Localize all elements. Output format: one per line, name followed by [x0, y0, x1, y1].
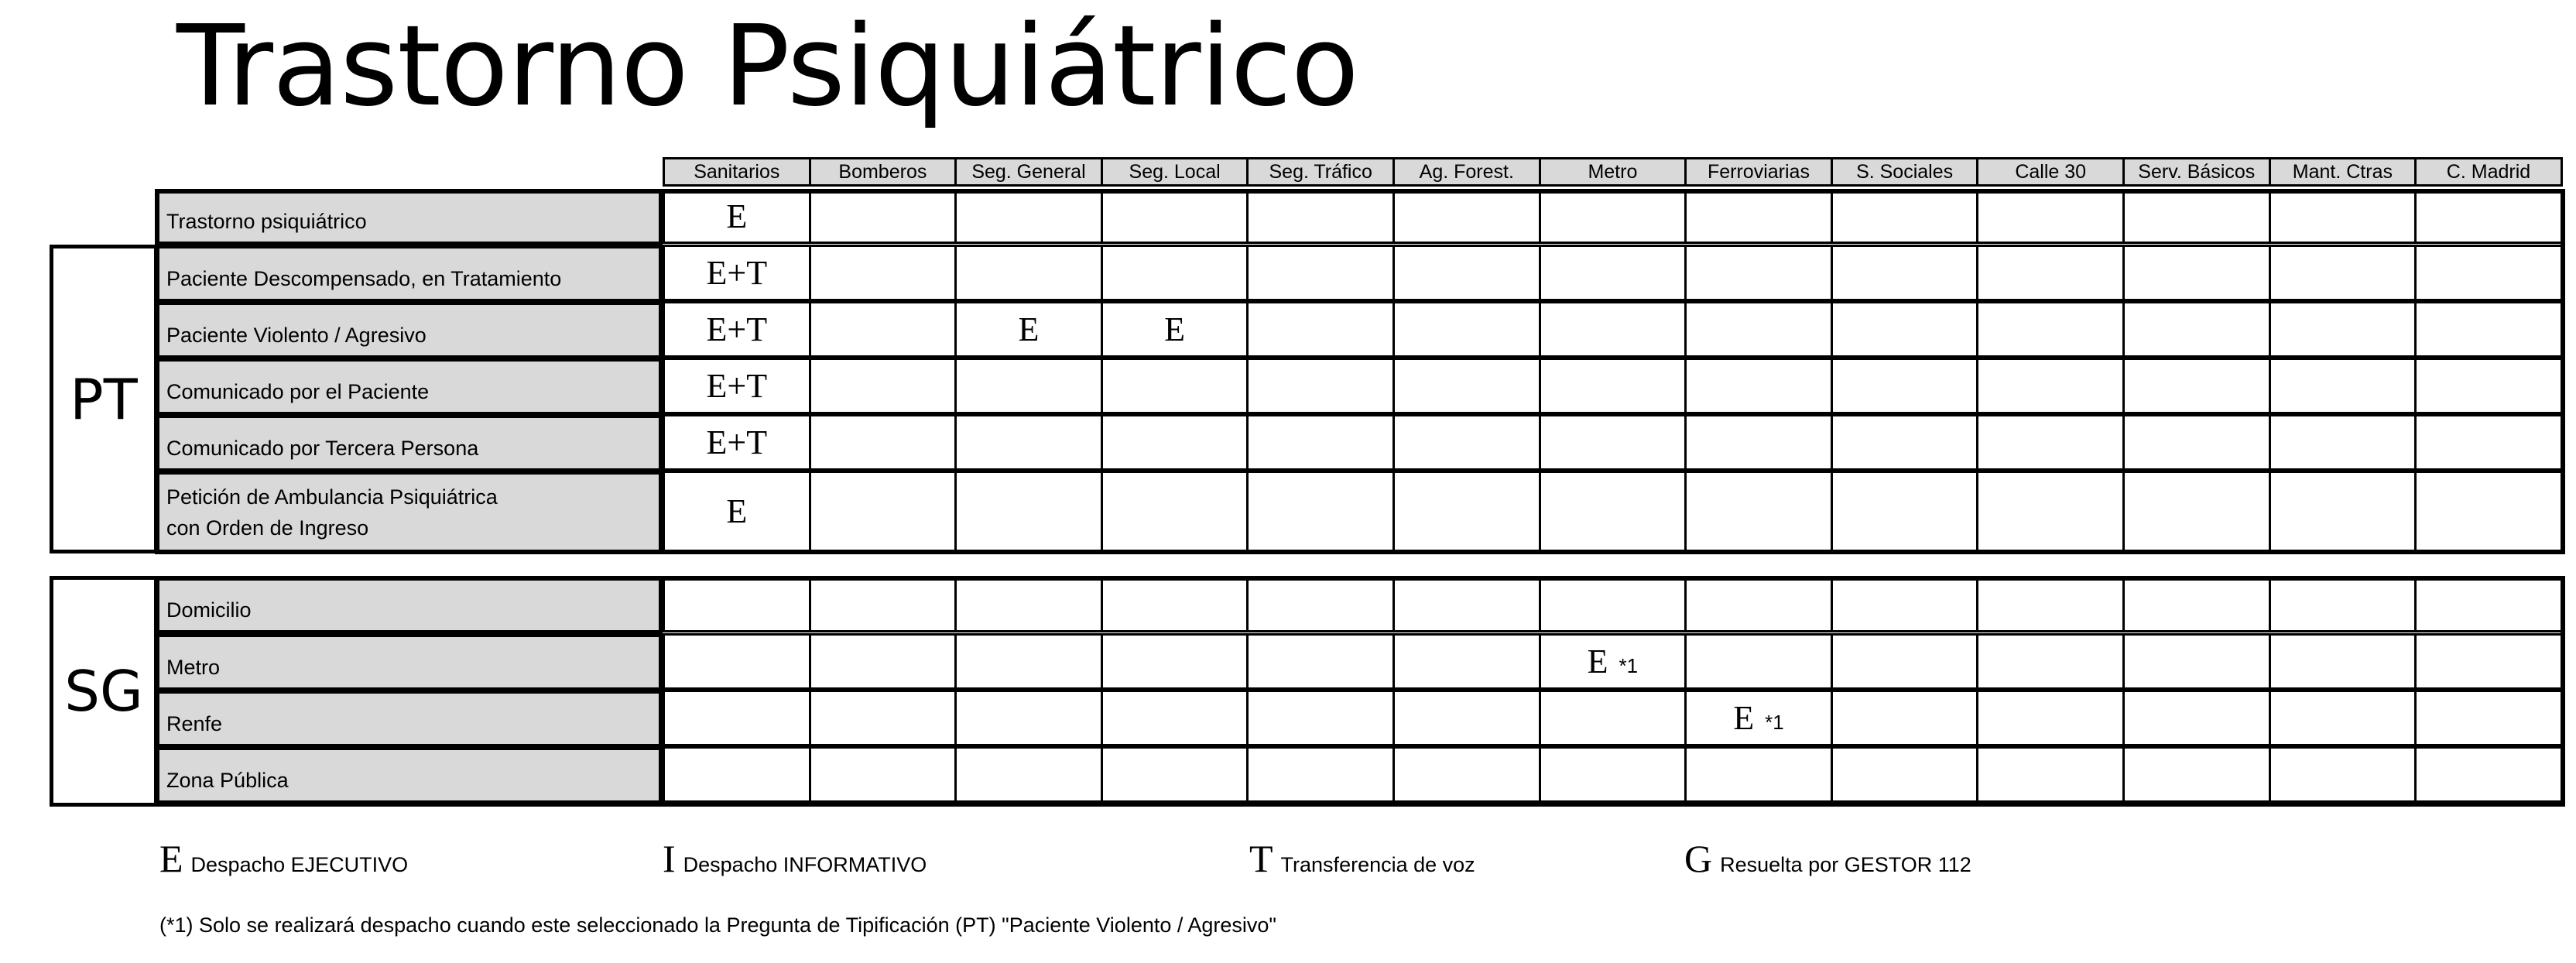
column-header: Seg. Local — [1101, 157, 1249, 187]
matrix-cell — [663, 633, 811, 690]
matrix-cell — [2414, 414, 2563, 471]
matrix-cell — [954, 189, 1103, 244]
matrix-cell — [1246, 746, 1395, 803]
matrix-cell — [663, 690, 811, 746]
matrix-cell — [2414, 471, 2563, 552]
row-label-text: Trastorno psiquiátrico — [166, 210, 367, 233]
matrix-cell — [1246, 633, 1395, 690]
matrix-cell — [1976, 633, 2125, 690]
matrix-cell — [1392, 633, 1541, 690]
matrix-cell — [1831, 358, 1979, 414]
matrix-cell — [1976, 301, 2125, 358]
matrix-cell — [1539, 301, 1687, 358]
matrix-cell — [1101, 746, 1249, 803]
matrix-cell — [1684, 358, 1833, 414]
dispatch-code: E — [1587, 643, 1608, 680]
matrix-cell — [1539, 189, 1687, 244]
matrix-cell — [2122, 189, 2271, 244]
matrix-cell — [1101, 690, 1249, 746]
matrix-cell — [663, 301, 811, 358]
column-header: Seg. General — [954, 157, 1103, 187]
matrix-cell — [2414, 189, 2563, 244]
legend-text: Despacho INFORMATIVO — [683, 853, 927, 876]
matrix-cell — [1246, 358, 1395, 414]
matrix-cell — [2269, 414, 2417, 471]
row-label-text: Metro — [166, 656, 221, 679]
row-label-text: Paciente Violento / Agresivo — [166, 324, 426, 347]
matrix-cell — [1539, 471, 1687, 552]
matrix-cell — [1976, 245, 2125, 301]
matrix-cell — [809, 414, 957, 471]
legend-item — [1684, 836, 1971, 881]
matrix-cell — [1392, 414, 1541, 471]
matrix-cell — [809, 576, 957, 632]
matrix-cell — [809, 633, 957, 690]
matrix-cell — [2414, 690, 2563, 746]
footnote-marker: *1 — [1765, 711, 1784, 734]
matrix-cell — [954, 358, 1103, 414]
matrix-cell — [1246, 690, 1395, 746]
matrix-cell — [1246, 189, 1395, 244]
matrix-cell — [2414, 245, 2563, 301]
matrix-cell — [809, 245, 957, 301]
column-header: Mant. Ctras — [2269, 157, 2417, 187]
column-header: Bomberos — [809, 157, 957, 187]
row-label-text: Renfe — [166, 712, 223, 735]
matrix-cell — [1392, 301, 1541, 358]
column-header: Calle 30 — [1976, 157, 2125, 187]
matrix-cell — [2269, 633, 2417, 690]
matrix-cell — [1976, 576, 2125, 632]
matrix-cell — [1976, 690, 2125, 746]
row-label-text: Comunicado por el Paciente — [166, 380, 430, 403]
group-label-sg: SG — [50, 576, 158, 807]
row-label — [155, 690, 663, 748]
legend-symbol: T — [1249, 837, 1273, 880]
row-label-line: con Orden de Ingreso — [166, 516, 369, 540]
matrix-cell — [1684, 690, 1833, 746]
matrix-cell — [954, 576, 1103, 632]
matrix-cell — [1392, 189, 1541, 244]
matrix-cell — [954, 471, 1103, 552]
matrix-cell — [1976, 189, 2125, 244]
matrix-cell — [1831, 746, 1979, 803]
matrix-cell — [2122, 690, 2271, 746]
row-label — [155, 301, 663, 359]
column-header: Serv. Básicos — [2122, 157, 2271, 187]
matrix-cell — [1539, 746, 1687, 803]
matrix-cell — [954, 746, 1103, 803]
matrix-cell — [2269, 358, 2417, 414]
dispatch-code: E — [726, 197, 748, 235]
matrix-cell — [2122, 471, 2271, 552]
row-label — [155, 633, 663, 691]
column-header: Sanitarios — [663, 157, 811, 187]
matrix-cell — [1976, 746, 2125, 803]
matrix-cell — [1831, 245, 1979, 301]
matrix-cell — [1831, 471, 1979, 552]
matrix-cell — [954, 633, 1103, 690]
matrix-cell — [809, 690, 957, 746]
matrix-cell — [1831, 633, 1979, 690]
matrix-cell — [1392, 471, 1541, 552]
matrix-cell — [2269, 245, 2417, 301]
matrix-cell — [1539, 690, 1687, 746]
matrix-cell — [2414, 301, 2563, 358]
legend-symbol: G — [1684, 837, 1713, 880]
matrix-cell — [663, 245, 811, 301]
matrix-cell — [1246, 301, 1395, 358]
matrix-cell — [1392, 358, 1541, 414]
column-header: C. Madrid — [2414, 157, 2563, 187]
legend-item — [663, 836, 927, 881]
matrix-cell — [1101, 245, 1249, 301]
matrix-cell — [663, 746, 811, 803]
dispatch-code: E — [726, 492, 748, 530]
row-label-text: Domicilio — [166, 598, 252, 622]
column-header: Ferroviarias — [1684, 157, 1833, 187]
matrix-cell — [1976, 471, 2125, 552]
matrix-cell — [1392, 245, 1541, 301]
matrix-cell — [1101, 471, 1249, 552]
legend-text: Transferencia de voz — [1280, 853, 1475, 876]
matrix-cell — [1539, 358, 1687, 414]
column-header: S. Sociales — [1831, 157, 1979, 187]
matrix-cell — [809, 301, 957, 358]
dispatch-code: E+T — [706, 310, 768, 348]
matrix-cell — [2269, 471, 2417, 552]
matrix-cell — [954, 690, 1103, 746]
matrix-cell — [2269, 189, 2417, 244]
row-label — [155, 414, 663, 472]
matrix-cell — [1831, 189, 1979, 244]
dispatch-code: E — [1018, 310, 1040, 348]
matrix-cell — [1684, 471, 1833, 552]
dispatch-code: E — [1733, 699, 1755, 737]
matrix-cell — [1831, 690, 1979, 746]
matrix-cell — [809, 189, 957, 244]
row-label — [155, 358, 663, 416]
matrix-cell — [1101, 358, 1249, 414]
row-label-text: Paciente Descompensado, en Tratamiento — [166, 267, 562, 290]
page-title: Trastorno Psiquiátrico — [176, 1, 1358, 131]
matrix-cell — [2414, 746, 2563, 803]
matrix-cell — [1246, 414, 1395, 471]
matrix-cell — [663, 471, 811, 552]
matrix-cell — [2269, 746, 2417, 803]
dispatch-code: E+T — [706, 254, 768, 292]
dispatch-code: E — [1164, 310, 1186, 348]
row-label — [155, 245, 663, 303]
matrix-cell — [1684, 245, 1833, 301]
matrix-cell — [1539, 245, 1687, 301]
legend-symbol: E — [159, 837, 183, 880]
matrix-cell — [1246, 471, 1395, 552]
matrix-cell — [1684, 414, 1833, 471]
footnote: (*1) Solo se realizará despacho cuando este seleccionado la Pregunta de Tipificación (PT) "Paciente Violento / Agresivo" — [159, 913, 1277, 937]
matrix-cell — [1101, 576, 1249, 632]
matrix-cell — [2414, 633, 2563, 690]
matrix-cell — [809, 358, 957, 414]
matrix-cell — [2269, 690, 2417, 746]
column-header: Ag. Forest. — [1392, 157, 1541, 187]
row-label — [155, 189, 663, 245]
matrix-cell — [2122, 358, 2271, 414]
matrix-cell — [1684, 301, 1833, 358]
matrix-cell — [2122, 576, 2271, 632]
matrix-cell — [2122, 245, 2271, 301]
matrix-cell — [663, 576, 811, 632]
matrix-cell — [954, 245, 1103, 301]
legend-symbol: I — [663, 837, 676, 880]
matrix-cell — [1101, 189, 1249, 244]
matrix-cell — [663, 189, 811, 244]
row-label-line: Petición de Ambulancia Psiquiátrica — [166, 485, 498, 509]
matrix-cell — [1246, 576, 1395, 632]
row-label — [155, 746, 663, 804]
matrix-cell — [1392, 576, 1541, 632]
matrix-cell — [1684, 576, 1833, 632]
row-label — [155, 576, 663, 634]
matrix-cell — [1684, 633, 1833, 690]
matrix-cell — [1392, 746, 1541, 803]
matrix-cell — [1539, 414, 1687, 471]
matrix-cell — [2122, 746, 2271, 803]
row-label-text — [166, 482, 498, 543]
matrix-cell — [663, 414, 811, 471]
column-header: Metro — [1539, 157, 1687, 187]
matrix-cell — [954, 414, 1103, 471]
matrix-cell — [1684, 189, 1833, 244]
matrix-cell — [954, 301, 1103, 358]
matrix-cell — [1684, 746, 1833, 803]
matrix-cell — [1976, 414, 2125, 471]
matrix-cell — [1831, 414, 1979, 471]
matrix-cell — [809, 471, 957, 552]
matrix-cell — [663, 358, 811, 414]
group-label-pt: PT — [50, 245, 158, 553]
matrix-cell — [2414, 358, 2563, 414]
matrix-cell — [2269, 301, 2417, 358]
matrix-cell — [2269, 576, 2417, 632]
row-label — [155, 471, 663, 553]
matrix-cell — [2122, 414, 2271, 471]
dispatch-code: E+T — [706, 367, 768, 405]
matrix-cell — [2122, 301, 2271, 358]
row-label-text: Zona Pública — [166, 769, 289, 792]
matrix-cell — [2414, 576, 2563, 632]
legend-text: Resuelta por GESTOR 112 — [1720, 853, 1971, 876]
matrix-cell — [809, 746, 957, 803]
column-header: Seg. Tráfico — [1246, 157, 1395, 187]
matrix-cell — [1101, 633, 1249, 690]
matrix-cell — [1246, 245, 1395, 301]
matrix-cell — [1976, 358, 2125, 414]
row-label-text: Comunicado por Tercera Persona — [166, 437, 479, 460]
matrix-cell — [1539, 576, 1687, 632]
matrix-cell — [1831, 576, 1979, 632]
legend-text: Despacho EJECUTIVO — [190, 853, 409, 876]
matrix-cell — [1392, 690, 1541, 746]
matrix-cell — [1539, 633, 1687, 690]
matrix-cell — [2122, 633, 2271, 690]
dispatch-code: E+T — [706, 423, 768, 461]
matrix-cell — [1101, 301, 1249, 358]
legend-item — [159, 836, 408, 881]
matrix-cell — [1101, 414, 1249, 471]
footnote-marker: *1 — [1619, 654, 1639, 677]
matrix-cell — [1831, 301, 1979, 358]
legend-item — [1249, 836, 1475, 881]
